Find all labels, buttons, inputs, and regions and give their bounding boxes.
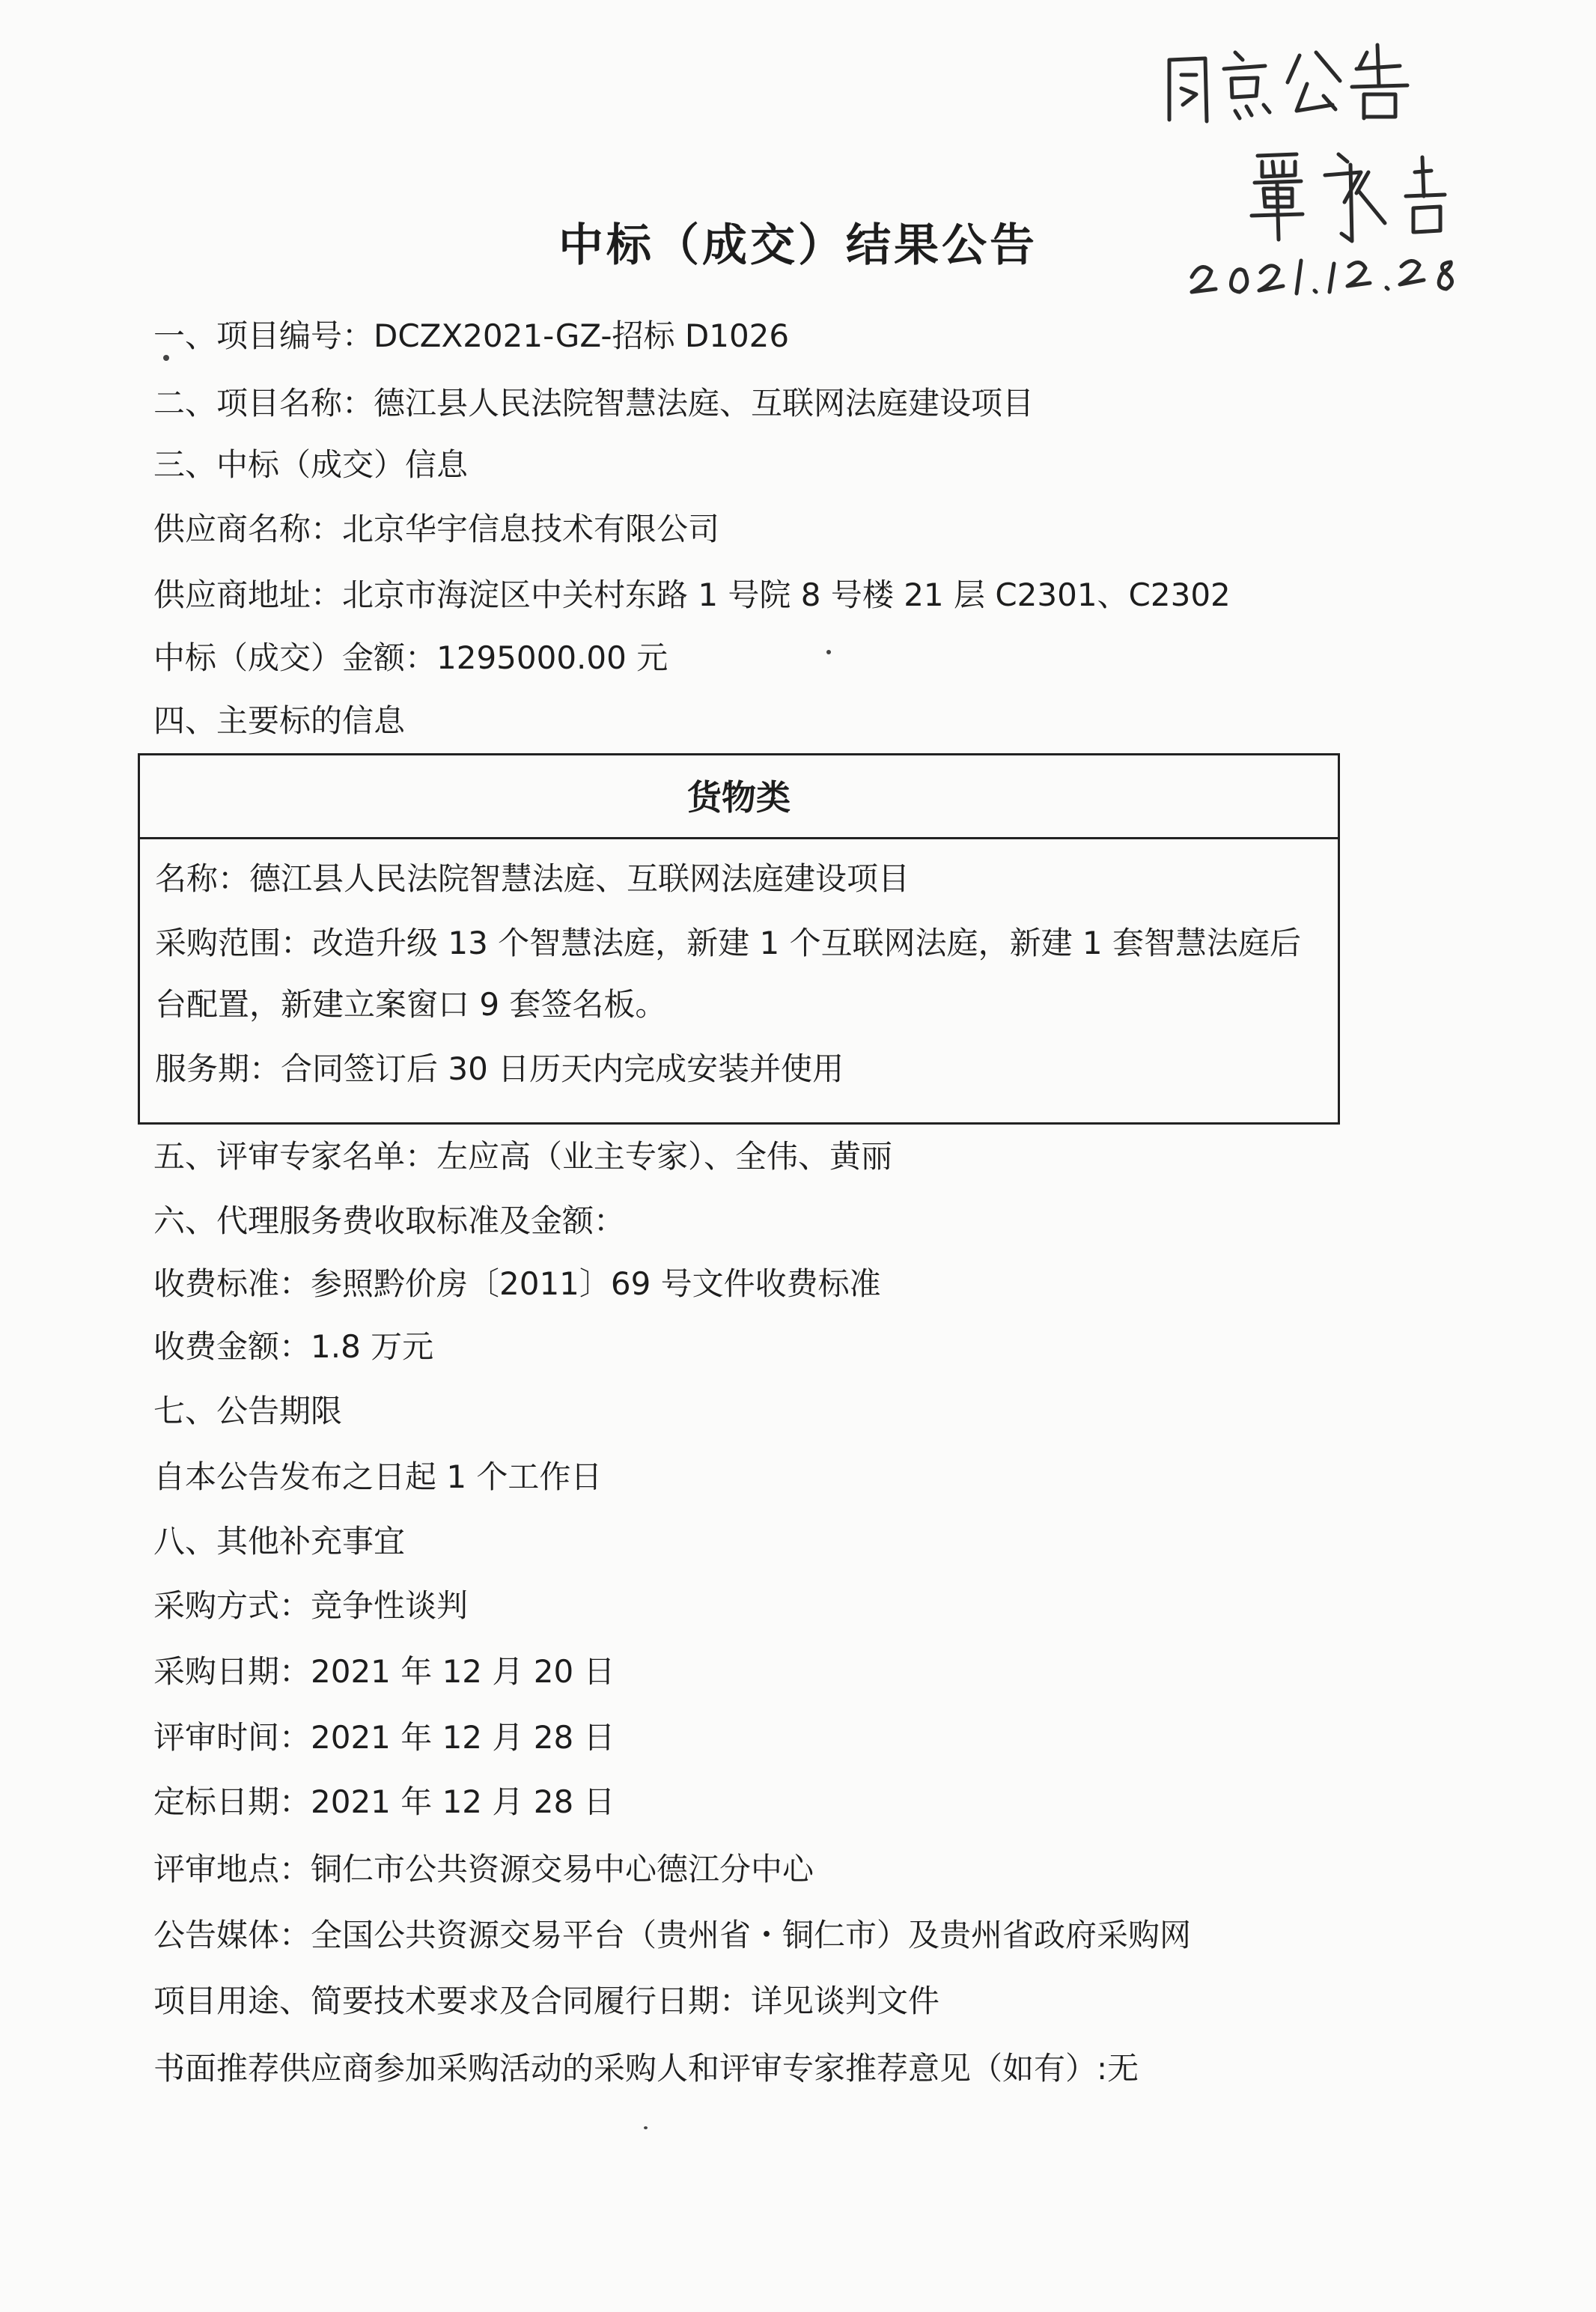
project-name: 二、项目名称：德江县人民法院智慧法庭、互联网法庭建设项目 [153, 385, 1035, 422]
award-info-heading: 三、中标（成交）信息 [153, 446, 469, 483]
other-matters-heading: 八、其他补充事宜 [153, 1523, 406, 1560]
page-title: 中标（成交）结果公告 [558, 219, 1038, 272]
supplier-address: 供应商地址：北京市海淀区中关村东路 1 号院 8 号楼 21 层 C2301、C2302 [153, 577, 1231, 613]
publication-media: 公告媒体：全国公共资源交易平台（贵州省・铜仁市）及贵州省政府采购网 [153, 1917, 1192, 1953]
fee-amount: 收费金额：1.8 万元 [153, 1328, 434, 1365]
goods-service-period: 服务期：合同签订后 30 日历天内完成安装并使用 [155, 1050, 844, 1087]
award-amount: 中标（成交）金额：1295000.00 元 [153, 639, 668, 676]
notice-period-text: 自本公告发布之日起 1 个工作日 [153, 1458, 603, 1495]
goods-scope-line2: 台配置，新建立案窗口 9 套签名板。 [155, 986, 667, 1023]
goods-table-header: 货物类 [140, 755, 1338, 839]
goods-scope-line1: 采购范围：改造升级 13 个智慧法庭，新建 1 个互联网法庭，新建 1 套智慧法庭后 [155, 925, 1301, 961]
project-number: 一、项目编号：DCZX2021-GZ-招标 D1026 [153, 317, 790, 354]
notice-period-heading: 七、公告期限 [153, 1393, 343, 1429]
fee-heading: 六、代理服务费收取标准及金额： [153, 1202, 626, 1239]
procurement-date: 采购日期：2021 年 12 月 20 日 [153, 1653, 615, 1690]
goods-name: 名称：德江县人民法院智慧法庭、互联网法庭建设项目 [155, 860, 910, 897]
review-date: 评审时间：2021 年 12 月 28 日 [153, 1719, 615, 1756]
procurement-method: 采购方式：竞争性谈判 [153, 1587, 469, 1624]
award-date: 定标日期：2021 年 12 月 28 日 [153, 1783, 615, 1820]
review-place: 评审地点：铜仁市公共资源交易中心德江分中心 [153, 1851, 814, 1887]
goods-table [138, 753, 1340, 1125]
scan-speck [644, 2126, 648, 2129]
subject-heading: 四、主要标的信息 [153, 702, 406, 739]
supplier-recommendation: 书面推荐供应商参加采购活动的采购人和评审专家推荐意见（如有）:无 [153, 2050, 1139, 2087]
scan-speck [826, 650, 831, 654]
supplier-name: 供应商名称：北京华宇信息技术有限公司 [153, 511, 720, 547]
project-purpose: 项目用途、简要技术要求及合同履行日期：详见谈判文件 [153, 1983, 940, 2019]
expert-list: 五、评审专家名单：左应高（业主专家）、全伟、黄丽 [153, 1138, 893, 1175]
fee-standard: 收费标准：参照黔价房〔2011〕69 号文件收费标准 [153, 1265, 881, 1302]
scan-speck [163, 355, 169, 361]
